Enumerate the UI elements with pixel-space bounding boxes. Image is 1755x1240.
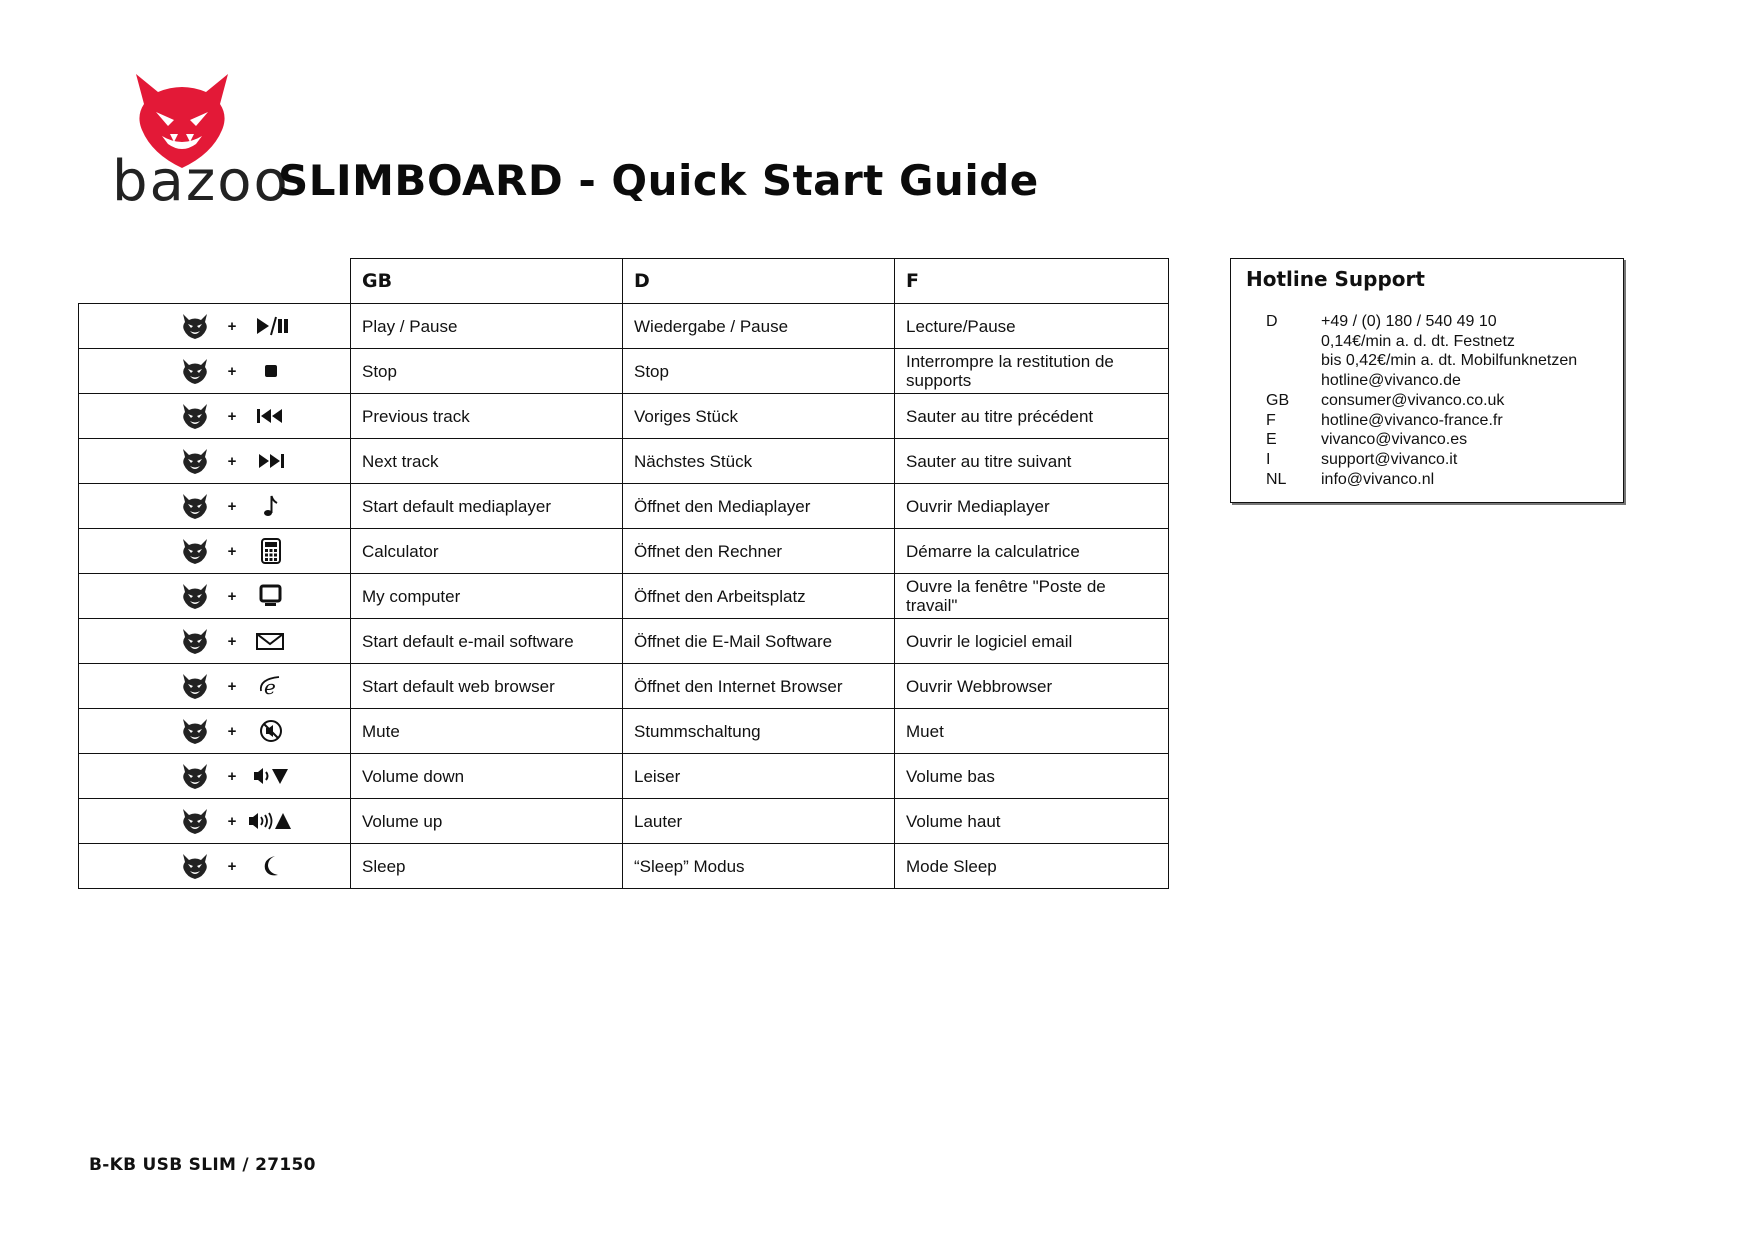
volume-up-icon (243, 808, 299, 834)
contact-list (1266, 312, 1577, 489)
country-code: I (1266, 450, 1271, 468)
function-label-f: Lecture/Pause (895, 304, 1169, 349)
key-combo-cell (79, 844, 351, 889)
function-label-f: Interrompre la restitution de supports (895, 349, 1169, 394)
plus-sign: + (227, 407, 237, 425)
function-label-d: Öffnet die E-Mail Software (623, 619, 895, 664)
bazoo-key-icon (181, 312, 209, 340)
function-label-d: Öffnet den Arbeitsplatz (623, 574, 895, 619)
brand-wordmark: bazoo (112, 149, 290, 214)
plus-sign: + (227, 632, 237, 650)
contact-detail: 0,14€/min a. d. dt. Festnetz (1321, 332, 1515, 350)
table-row (79, 439, 1169, 484)
function-label-gb: Start default web browser (351, 664, 623, 709)
stop-icon (243, 358, 299, 384)
contact-entry (1266, 411, 1577, 431)
bazoo-key-icon (181, 627, 209, 655)
contact-detail: hotline@vivanco.de (1321, 372, 1461, 390)
play-pause-icon (243, 313, 299, 339)
contact-entry (1266, 391, 1577, 411)
table-row (79, 754, 1169, 799)
function-label-d: Leiser (623, 754, 895, 799)
table-row (79, 304, 1169, 349)
table-row (79, 529, 1169, 574)
bazoo-key-icon (181, 852, 209, 880)
plus-sign: + (227, 497, 237, 515)
function-label-d: Öffnet den Mediaplayer (623, 484, 895, 529)
function-label-gb: Previous track (351, 394, 623, 439)
contact-detail: +49 / (0) 180 / 540 49 10 (1321, 313, 1497, 330)
bazoo-key-icon (181, 492, 209, 520)
header-gb: GB (351, 259, 623, 304)
function-label-gb: Sleep (351, 844, 623, 889)
country-code: GB (1266, 391, 1290, 409)
function-label-f: Volume bas (895, 754, 1169, 799)
bazoo-key-icon (181, 537, 209, 565)
key-combo-cell (79, 304, 351, 349)
table-row (79, 619, 1169, 664)
contact-detail: support@vivanco.it (1321, 450, 1458, 468)
function-label-d: Stummschaltung (623, 709, 895, 754)
function-label-f: Ouvre la fenêtre "Poste de travail" (895, 574, 1169, 619)
header-f: F (895, 259, 1169, 304)
key-combo-cell (79, 394, 351, 439)
function-label-f: Sauter au titre suivant (895, 439, 1169, 484)
function-label-f: Muet (895, 709, 1169, 754)
header-blank (79, 259, 351, 304)
table-row (79, 484, 1169, 529)
function-label-f: Ouvrir Mediaplayer (895, 484, 1169, 529)
key-combo-cell (79, 574, 351, 619)
function-label-gb: Stop (351, 349, 623, 394)
svg-text:e: e (264, 675, 276, 699)
plus-sign: + (227, 542, 237, 560)
key-combo-cell (79, 349, 351, 394)
envelope-icon (243, 628, 299, 654)
function-label-f: Volume haut (895, 799, 1169, 844)
previous-track-icon (243, 403, 299, 429)
next-track-icon (243, 448, 299, 474)
key-combo-cell (79, 484, 351, 529)
country-code: NL (1266, 470, 1287, 488)
header-row (79, 259, 1169, 304)
key-combo-cell (79, 754, 351, 799)
function-label-gb: Play / Pause (351, 304, 623, 349)
contact-detail: bis 0,42€/min a. dt. Mobilfunknetzen (1321, 352, 1578, 370)
bazoo-key-icon (181, 582, 209, 610)
table-row (79, 799, 1169, 844)
shortcut-table (78, 258, 1169, 889)
table-row (79, 349, 1169, 394)
web-browser-icon (243, 673, 299, 699)
bazoo-key-icon (181, 447, 209, 475)
bazoo-key-icon (181, 807, 209, 835)
bazoo-key-icon (181, 717, 209, 745)
volume-down-icon (243, 763, 299, 789)
plus-sign: + (227, 722, 237, 740)
header-d: D (623, 259, 895, 304)
function-label-gb: Calculator (351, 529, 623, 574)
function-label-d: Lauter (623, 799, 895, 844)
function-label-d: Stop (623, 349, 895, 394)
contact-detail: consumer@vivanco.co.uk (1321, 391, 1505, 409)
key-combo-cell (79, 439, 351, 484)
function-label-gb: Start default mediaplayer (351, 484, 623, 529)
function-label-f: Mode Sleep (895, 844, 1169, 889)
brand-logo (108, 70, 290, 214)
contact-entry (1266, 470, 1577, 490)
model-number: B-KB USB SLIM / 27150 (89, 1155, 316, 1175)
function-label-f: Ouvrir Webbrowser (895, 664, 1169, 709)
function-label-f: Sauter au titre précédent (895, 394, 1169, 439)
contact-detail: hotline@vivanco-france.fr (1321, 411, 1503, 429)
contact-entry (1266, 430, 1577, 450)
function-label-d: Voriges Stück (623, 394, 895, 439)
function-label-d: Wiedergabe / Pause (623, 304, 895, 349)
key-combo-cell (79, 529, 351, 574)
key-combo-cell (79, 709, 351, 754)
bazoo-key-icon (181, 762, 209, 790)
sleep-moon-icon (243, 853, 299, 879)
function-label-gb: Start default e-mail software (351, 619, 623, 664)
bazoo-key-icon (181, 672, 209, 700)
contact-entry (1266, 312, 1577, 391)
function-label-f: Ouvrir le logiciel email (895, 619, 1169, 664)
function-label-gb: Mute (351, 709, 623, 754)
function-label-gb: My computer (351, 574, 623, 619)
function-label-gb: Next track (351, 439, 623, 484)
bazoo-key-icon (181, 402, 209, 430)
music-note-icon (243, 493, 299, 519)
key-combo-cell (79, 664, 351, 709)
plus-sign: + (227, 317, 237, 335)
country-code: D (1266, 313, 1278, 330)
function-label-d: Nächstes Stück (623, 439, 895, 484)
table-row (79, 844, 1169, 889)
country-code: E (1266, 431, 1277, 449)
contact-detail: vivanco@vivanco.es (1321, 431, 1468, 449)
hotline-support-box (1230, 258, 1624, 503)
function-label-d: “Sleep” Modus (623, 844, 895, 889)
contact-detail: info@vivanco.nl (1321, 470, 1435, 488)
table-row (79, 394, 1169, 439)
calculator-icon (243, 538, 299, 564)
country-code: F (1266, 411, 1276, 429)
table-row (79, 709, 1169, 754)
table-row (79, 574, 1169, 619)
function-label-d: Öffnet den Internet Browser (623, 664, 895, 709)
plus-sign: + (227, 857, 237, 875)
key-combo-cell (79, 799, 351, 844)
plus-sign: + (227, 587, 237, 605)
computer-icon (243, 583, 299, 609)
function-label-f: Démarre la calculatrice (895, 529, 1169, 574)
bazoo-key-icon (181, 357, 209, 385)
function-label-gb: Volume up (351, 799, 623, 844)
function-label-gb: Volume down (351, 754, 623, 799)
table-row (79, 664, 1169, 709)
mute-icon (243, 718, 299, 744)
key-combo-cell (79, 619, 351, 664)
plus-sign: + (227, 767, 237, 785)
plus-sign: + (227, 362, 237, 380)
contact-entry (1266, 450, 1577, 470)
plus-sign: + (227, 677, 237, 695)
page-title: SLIMBOARD - Quick Start Guide (278, 156, 1039, 205)
hotline-title: Hotline Support (1246, 267, 1425, 291)
plus-sign: + (227, 452, 237, 470)
plus-sign: + (227, 812, 237, 830)
function-label-d: Öffnet den Rechner (623, 529, 895, 574)
